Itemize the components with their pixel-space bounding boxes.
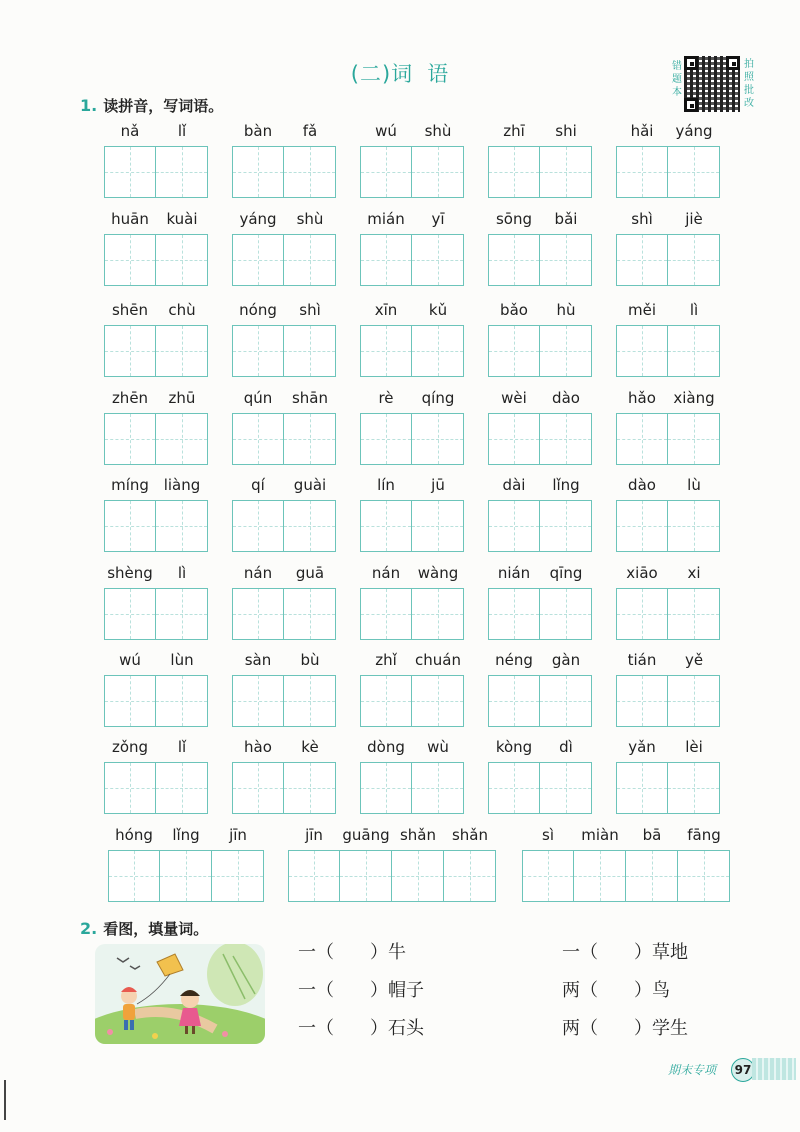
qr-left-label: 错题本 bbox=[672, 61, 682, 98]
pinyin-row bbox=[360, 651, 464, 671]
pinyin-syllable: shù bbox=[296, 210, 324, 228]
pinyin-syllable: měi bbox=[627, 301, 657, 319]
pinyin-row bbox=[104, 389, 208, 409]
writing-box[interactable] bbox=[412, 146, 464, 198]
writing-box[interactable] bbox=[284, 675, 336, 727]
pinyin-row bbox=[616, 122, 720, 142]
pinyin-row bbox=[488, 210, 592, 230]
pinyin-syllable: dào bbox=[552, 389, 580, 407]
pinyin-row bbox=[108, 826, 264, 846]
pinyin-syllable: míng bbox=[111, 476, 149, 494]
pinyin-syllable: sōng bbox=[495, 210, 533, 228]
pinyin-row bbox=[104, 564, 208, 584]
writing-box[interactable] bbox=[488, 500, 540, 552]
pinyin-syllable: bù bbox=[300, 651, 320, 669]
pinyin-syllable: kòng bbox=[495, 738, 533, 756]
word-item bbox=[488, 476, 592, 552]
word-item bbox=[232, 389, 336, 465]
word-item bbox=[360, 476, 464, 552]
pinyin-row bbox=[616, 210, 720, 230]
pinyin-syllable: hǎo bbox=[628, 389, 656, 407]
pinyin-syllable: sàn bbox=[244, 651, 272, 669]
writing-box[interactable] bbox=[156, 325, 208, 377]
pinyin-syllable: hào bbox=[244, 738, 272, 756]
pinyin-syllable: shi bbox=[555, 122, 577, 140]
writing-box[interactable] bbox=[540, 588, 592, 640]
writing-box[interactable] bbox=[360, 234, 412, 286]
word-item bbox=[232, 301, 336, 377]
pinyin-syllable: jiè bbox=[685, 210, 703, 228]
pinyin-syllable: kuài bbox=[166, 210, 198, 228]
word-item bbox=[616, 564, 720, 640]
pinyin-row bbox=[104, 476, 208, 496]
pinyin-syllable: shì bbox=[299, 301, 321, 319]
word-item bbox=[232, 738, 336, 814]
section1-number: 1. bbox=[80, 96, 98, 115]
writing-box[interactable] bbox=[284, 762, 336, 814]
kite-children-illustration bbox=[95, 944, 265, 1044]
word-item bbox=[488, 389, 592, 465]
pinyin-syllable: jīn bbox=[305, 826, 323, 844]
word-item bbox=[488, 564, 592, 640]
writing-box[interactable] bbox=[540, 500, 592, 552]
pinyin-row bbox=[616, 389, 720, 409]
pinyin-syllable: jīn bbox=[229, 826, 247, 844]
writing-box[interactable] bbox=[156, 675, 208, 727]
writing-box[interactable] bbox=[104, 588, 156, 640]
pinyin-row bbox=[104, 651, 208, 671]
pinyin-syllable: wù bbox=[427, 738, 449, 756]
pinyin-syllable: dào bbox=[628, 476, 656, 494]
writing-box[interactable] bbox=[540, 325, 592, 377]
pinyin-row bbox=[360, 301, 464, 321]
word-item bbox=[488, 738, 592, 814]
pinyin-row bbox=[232, 651, 336, 671]
pinyin-syllable: xiàng bbox=[673, 389, 715, 407]
pinyin-syllable: shǎn bbox=[451, 826, 489, 844]
page-edge-mark bbox=[4, 1080, 6, 1120]
pinyin-row bbox=[488, 389, 592, 409]
pinyin-row bbox=[232, 210, 336, 230]
pinyin-row bbox=[232, 738, 336, 758]
pinyin-syllable: wàng bbox=[417, 564, 459, 582]
pinyin-syllable: xīn bbox=[374, 301, 398, 319]
word-item bbox=[488, 210, 592, 286]
word-item bbox=[360, 564, 464, 640]
pinyin-row bbox=[288, 826, 496, 846]
writing-box[interactable] bbox=[156, 588, 208, 640]
pinyin-syllable: lǐng bbox=[552, 476, 580, 494]
writing-box[interactable] bbox=[488, 146, 540, 198]
pinyin-syllable: qíng bbox=[421, 389, 455, 407]
writing-box[interactable] bbox=[360, 146, 412, 198]
pinyin-syllable: chù bbox=[168, 301, 196, 319]
writing-box[interactable] bbox=[412, 325, 464, 377]
pinyin-syllable: shān bbox=[291, 389, 329, 407]
writing-box[interactable] bbox=[284, 500, 336, 552]
pinyin-row bbox=[488, 476, 592, 496]
pinyin-row bbox=[616, 738, 720, 758]
word-item bbox=[488, 301, 592, 377]
writing-box[interactable] bbox=[232, 588, 284, 640]
word-item bbox=[232, 122, 336, 198]
word-item bbox=[488, 122, 592, 198]
pinyin-row bbox=[360, 738, 464, 758]
pinyin-syllable: lùn bbox=[170, 651, 194, 669]
idiom-item bbox=[108, 826, 264, 902]
pinyin-syllable: shǎn bbox=[399, 826, 437, 844]
writing-box[interactable] bbox=[412, 500, 464, 552]
pinyin-syllable: fǎ bbox=[302, 122, 318, 140]
pinyin-syllable: qí bbox=[251, 476, 265, 494]
pinyin-syllable: lù bbox=[687, 476, 701, 494]
writing-box[interactable] bbox=[616, 146, 668, 198]
pinyin-syllable: nán bbox=[371, 564, 401, 582]
pinyin-row bbox=[616, 301, 720, 321]
pinyin-syllable: yǎn bbox=[628, 738, 656, 756]
writing-box[interactable] bbox=[104, 234, 156, 286]
word-item bbox=[232, 210, 336, 286]
pinyin-syllable: bā bbox=[642, 826, 662, 844]
writing-box[interactable] bbox=[104, 413, 156, 465]
pinyin-row bbox=[488, 301, 592, 321]
pinyin-syllable: zhēn bbox=[111, 389, 149, 407]
writing-box[interactable] bbox=[104, 762, 156, 814]
word-item bbox=[616, 122, 720, 198]
pinyin-syllable: nóng bbox=[239, 301, 277, 319]
word-item bbox=[232, 476, 336, 552]
fill-left-3[interactable]: 一（ ）石头 bbox=[298, 1018, 424, 1039]
pinyin-syllable: zhū bbox=[168, 389, 196, 407]
section1-label: 读拼音，写词语。 bbox=[103, 97, 224, 115]
word-item bbox=[104, 210, 208, 286]
pinyin-syllable: qīng bbox=[549, 564, 583, 582]
writing-box[interactable] bbox=[668, 325, 720, 377]
pinyin-syllable: xi bbox=[687, 564, 701, 582]
pinyin-row bbox=[360, 476, 464, 496]
writing-box[interactable] bbox=[160, 850, 212, 902]
pinyin-syllable: guā bbox=[295, 564, 325, 582]
writing-box[interactable] bbox=[360, 413, 412, 465]
pinyin-row bbox=[104, 210, 208, 230]
writing-box[interactable] bbox=[540, 234, 592, 286]
pinyin-syllable: qún bbox=[243, 389, 273, 407]
fill-right-2[interactable]: 两（ ）鸟 bbox=[562, 980, 670, 1001]
pinyin-row bbox=[360, 210, 464, 230]
writing-box[interactable] bbox=[678, 850, 730, 902]
writing-box[interactable] bbox=[626, 850, 678, 902]
word-item bbox=[104, 301, 208, 377]
writing-box[interactable] bbox=[232, 675, 284, 727]
pinyin-syllable: sì bbox=[542, 826, 554, 844]
writing-box[interactable] bbox=[668, 234, 720, 286]
writing-box[interactable] bbox=[232, 146, 284, 198]
word-item bbox=[360, 651, 464, 727]
pinyin-row bbox=[522, 826, 730, 846]
pinyin-syllable: yě bbox=[684, 651, 704, 669]
writing-box[interactable] bbox=[232, 234, 284, 286]
pinyin-syllable: néng bbox=[495, 651, 533, 669]
footer-label: 期末专项 bbox=[668, 1063, 717, 1077]
writing-box[interactable] bbox=[232, 413, 284, 465]
idiom-item bbox=[522, 826, 730, 902]
qr-block[interactable] bbox=[670, 54, 758, 114]
pinyin-syllable: shèng bbox=[107, 564, 153, 582]
writing-box[interactable] bbox=[284, 588, 336, 640]
pinyin-syllable: lèi bbox=[685, 738, 703, 756]
writing-box[interactable] bbox=[668, 675, 720, 727]
writing-box[interactable] bbox=[156, 146, 208, 198]
writing-box[interactable] bbox=[412, 413, 464, 465]
writing-box[interactable] bbox=[156, 413, 208, 465]
section2-number: 2. bbox=[80, 919, 98, 938]
writing-box[interactable] bbox=[104, 325, 156, 377]
writing-box[interactable] bbox=[616, 234, 668, 286]
pinyin-row bbox=[488, 122, 592, 142]
writing-box[interactable] bbox=[412, 762, 464, 814]
writing-box[interactable] bbox=[668, 413, 720, 465]
writing-box[interactable] bbox=[360, 762, 412, 814]
pinyin-syllable: gàn bbox=[551, 651, 581, 669]
writing-box[interactable] bbox=[212, 850, 264, 902]
word-item bbox=[360, 738, 464, 814]
pinyin-syllable: bǎi bbox=[554, 210, 578, 228]
pinyin-syllable: yáng bbox=[239, 210, 277, 228]
writing-box[interactable] bbox=[412, 234, 464, 286]
writing-box[interactable] bbox=[668, 762, 720, 814]
word-item bbox=[616, 738, 720, 814]
word-item bbox=[360, 389, 464, 465]
pinyin-syllable: chuán bbox=[415, 651, 461, 669]
word-item bbox=[360, 301, 464, 377]
pinyin-syllable: zhī bbox=[503, 122, 525, 140]
writing-box[interactable] bbox=[616, 675, 668, 727]
pinyin-syllable: jū bbox=[431, 476, 445, 494]
pinyin-syllable: dài bbox=[502, 476, 526, 494]
pinyin-syllable: lì bbox=[177, 564, 187, 582]
word-item bbox=[360, 122, 464, 198]
writing-box[interactable] bbox=[616, 413, 668, 465]
writing-box[interactable] bbox=[616, 500, 668, 552]
pinyin-syllable: hù bbox=[556, 301, 576, 319]
writing-box[interactable] bbox=[488, 762, 540, 814]
word-item bbox=[232, 564, 336, 640]
writing-box[interactable] bbox=[284, 146, 336, 198]
pinyin-syllable: bǎo bbox=[500, 301, 528, 319]
writing-box[interactable] bbox=[288, 850, 340, 902]
pinyin-syllable: xiāo bbox=[626, 564, 658, 582]
writing-box[interactable] bbox=[284, 413, 336, 465]
writing-box[interactable] bbox=[284, 325, 336, 377]
pinyin-syllable: kǔ bbox=[428, 301, 448, 319]
writing-box[interactable] bbox=[156, 500, 208, 552]
pinyin-syllable: lǐng bbox=[172, 826, 200, 844]
pinyin-row bbox=[232, 476, 336, 496]
writing-box[interactable] bbox=[412, 588, 464, 640]
word-item bbox=[104, 651, 208, 727]
writing-box[interactable] bbox=[104, 500, 156, 552]
word-item bbox=[360, 210, 464, 286]
pinyin-row bbox=[616, 651, 720, 671]
word-item bbox=[616, 389, 720, 465]
writing-box[interactable] bbox=[340, 850, 392, 902]
writing-box[interactable] bbox=[360, 675, 412, 727]
writing-box[interactable] bbox=[540, 675, 592, 727]
writing-box[interactable] bbox=[392, 850, 444, 902]
section1-heading bbox=[80, 95, 223, 116]
pinyin-syllable: zǒng bbox=[111, 738, 149, 756]
writing-box[interactable] bbox=[444, 850, 496, 902]
word-item bbox=[232, 651, 336, 727]
word-item bbox=[488, 651, 592, 727]
writing-box[interactable] bbox=[616, 588, 668, 640]
word-item bbox=[104, 389, 208, 465]
pinyin-syllable: huān bbox=[111, 210, 149, 228]
writing-box[interactable] bbox=[104, 675, 156, 727]
pinyin-row bbox=[232, 389, 336, 409]
writing-box[interactable] bbox=[616, 762, 668, 814]
pinyin-syllable: zhǐ bbox=[375, 651, 397, 669]
pinyin-syllable: nián bbox=[497, 564, 531, 582]
writing-box[interactable] bbox=[156, 234, 208, 286]
writing-box[interactable] bbox=[540, 762, 592, 814]
qr-code-icon[interactable] bbox=[684, 56, 740, 112]
pinyin-syllable: miàn bbox=[581, 826, 619, 844]
pinyin-syllable: hóng bbox=[115, 826, 153, 844]
pinyin-row bbox=[104, 738, 208, 758]
writing-box[interactable] bbox=[488, 675, 540, 727]
writing-box[interactable] bbox=[540, 413, 592, 465]
word-item bbox=[104, 738, 208, 814]
pinyin-row bbox=[488, 564, 592, 584]
fill-left-2[interactable]: 一（ ）帽子 bbox=[298, 980, 424, 1001]
title-part1: (二)词 bbox=[350, 62, 414, 86]
pinyin-row bbox=[104, 122, 208, 142]
writing-box[interactable] bbox=[540, 146, 592, 198]
pinyin-row bbox=[616, 564, 720, 584]
word-item bbox=[104, 564, 208, 640]
section2-heading bbox=[80, 918, 208, 939]
writing-box[interactable] bbox=[616, 325, 668, 377]
writing-box[interactable] bbox=[668, 500, 720, 552]
pinyin-row bbox=[232, 122, 336, 142]
pinyin-syllable: nán bbox=[243, 564, 273, 582]
pinyin-syllable: mián bbox=[367, 210, 405, 228]
writing-box[interactable] bbox=[574, 850, 626, 902]
word-item bbox=[616, 651, 720, 727]
pinyin-row bbox=[488, 651, 592, 671]
word-item bbox=[616, 301, 720, 377]
pinyin-syllable: shēn bbox=[111, 301, 149, 319]
writing-box[interactable] bbox=[360, 325, 412, 377]
pinyin-syllable: dòng bbox=[367, 738, 405, 756]
pinyin-row bbox=[360, 122, 464, 142]
writing-box[interactable] bbox=[232, 325, 284, 377]
word-item bbox=[616, 476, 720, 552]
pinyin-row bbox=[232, 301, 336, 321]
writing-box[interactable] bbox=[412, 675, 464, 727]
writing-box[interactable] bbox=[668, 146, 720, 198]
writing-box[interactable] bbox=[488, 325, 540, 377]
word-item bbox=[104, 122, 208, 198]
pinyin-row bbox=[616, 476, 720, 496]
qr-right-label: 拍照批改 bbox=[744, 59, 754, 109]
writing-box[interactable] bbox=[488, 588, 540, 640]
word-item bbox=[104, 476, 208, 552]
writing-box[interactable] bbox=[488, 234, 540, 286]
pinyin-syllable: lín bbox=[377, 476, 395, 494]
pinyin-syllable: yī bbox=[431, 210, 445, 228]
pinyin-syllable: fāng bbox=[687, 826, 721, 844]
writing-box[interactable] bbox=[360, 588, 412, 640]
pinyin-syllable: tián bbox=[627, 651, 657, 669]
pinyin-syllable: nǎ bbox=[120, 122, 140, 140]
section2-label: 看图，填量词。 bbox=[103, 920, 209, 938]
pinyin-syllable: lì bbox=[689, 301, 699, 319]
fill-left-1[interactable]: 一（ ）牛 bbox=[298, 942, 406, 963]
word-item bbox=[616, 210, 720, 286]
pinyin-syllable: hǎi bbox=[630, 122, 654, 140]
pinyin-syllable: shì bbox=[631, 210, 653, 228]
pinyin-syllable: lǐ bbox=[177, 738, 187, 756]
writing-box[interactable] bbox=[360, 500, 412, 552]
writing-box[interactable] bbox=[284, 234, 336, 286]
pinyin-syllable: rè bbox=[378, 389, 394, 407]
writing-box[interactable] bbox=[232, 500, 284, 552]
pinyin-syllable: wú bbox=[375, 122, 397, 140]
pinyin-row bbox=[488, 738, 592, 758]
pinyin-row bbox=[360, 389, 464, 409]
pinyin-syllable: yáng bbox=[675, 122, 713, 140]
pinyin-row bbox=[232, 564, 336, 584]
pinyin-syllable: shù bbox=[424, 122, 452, 140]
writing-box[interactable] bbox=[156, 762, 208, 814]
page-number: 97 bbox=[731, 1058, 755, 1082]
pinyin-syllable: guài bbox=[293, 476, 327, 494]
pinyin-syllable: wèi bbox=[501, 389, 527, 407]
fill-right-1[interactable]: 一（ ）草地 bbox=[562, 942, 688, 963]
idiom-item bbox=[288, 826, 496, 902]
pinyin-syllable: liàng bbox=[163, 476, 201, 494]
pinyin-syllable: wú bbox=[119, 651, 141, 669]
writing-box[interactable] bbox=[488, 413, 540, 465]
pinyin-syllable: guāng bbox=[342, 826, 390, 844]
pinyin-row bbox=[104, 301, 208, 321]
pinyin-syllable: bàn bbox=[243, 122, 273, 140]
pinyin-row bbox=[360, 564, 464, 584]
writing-box[interactable] bbox=[232, 762, 284, 814]
fill-right-3[interactable]: 两（ ）学生 bbox=[562, 1018, 688, 1039]
pinyin-syllable: kè bbox=[301, 738, 319, 756]
writing-box[interactable] bbox=[668, 588, 720, 640]
writing-box[interactable] bbox=[108, 850, 160, 902]
writing-box[interactable] bbox=[522, 850, 574, 902]
footer-decor bbox=[752, 1058, 796, 1080]
pinyin-syllable: dì bbox=[559, 738, 573, 756]
pinyin-syllable: lǐ bbox=[177, 122, 187, 140]
writing-box[interactable] bbox=[104, 146, 156, 198]
title-part2: 语 bbox=[427, 62, 450, 86]
